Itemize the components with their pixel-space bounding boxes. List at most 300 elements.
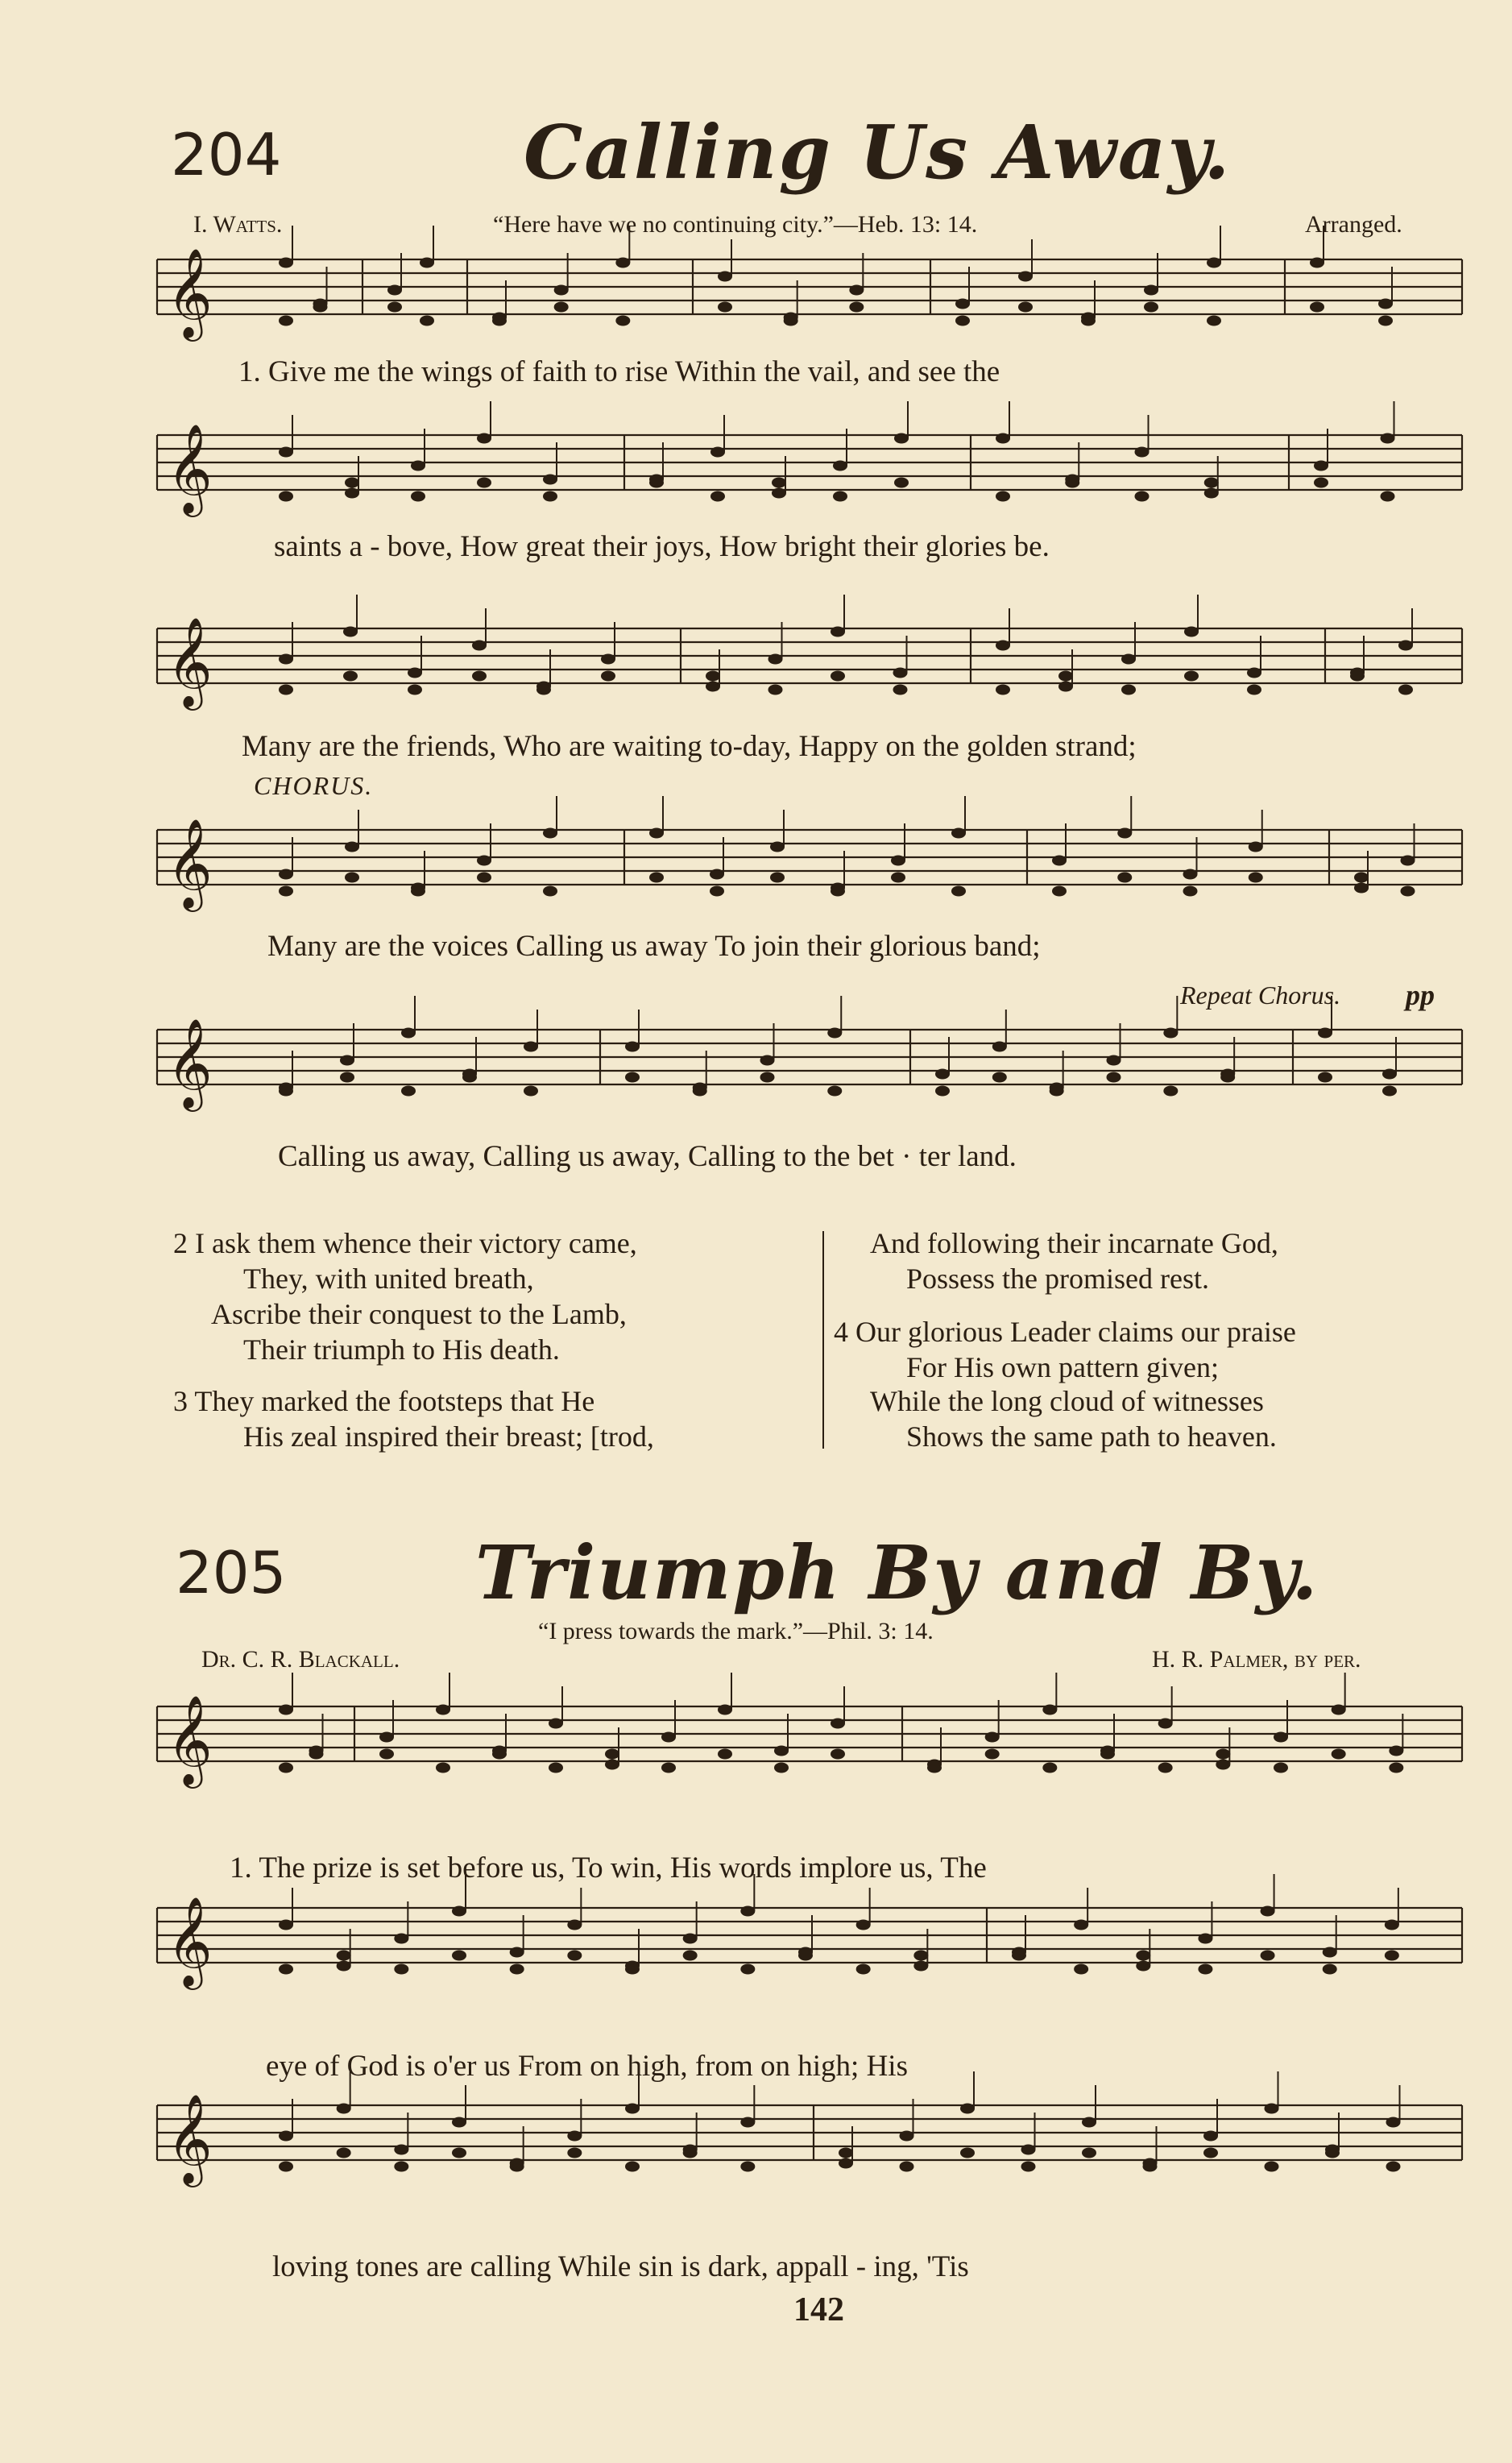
note-head <box>549 1763 563 1773</box>
note-head <box>710 491 725 502</box>
note-head <box>1198 1934 1212 1944</box>
note-head <box>740 2117 755 2128</box>
note-head <box>891 856 905 866</box>
verse-2-line-4: Their triumph to His death. <box>243 1333 560 1366</box>
note-head <box>1183 869 1198 880</box>
note-head <box>420 258 434 268</box>
note-head <box>1401 856 1415 866</box>
note-head <box>343 671 358 682</box>
note-head <box>420 316 434 326</box>
note-head <box>649 828 664 839</box>
note-head <box>772 478 786 488</box>
note-head <box>1135 491 1150 502</box>
note-head <box>1389 1763 1403 1773</box>
note-head <box>340 1072 354 1083</box>
note-head <box>345 873 359 883</box>
note-head <box>1121 685 1136 695</box>
note-head <box>927 1763 942 1773</box>
note-head <box>379 1749 394 1760</box>
note-head <box>492 1749 507 1760</box>
note-head <box>706 682 720 692</box>
note-head <box>693 1086 707 1097</box>
note-head <box>831 671 845 682</box>
note-head <box>1381 433 1395 444</box>
note-head <box>343 627 358 637</box>
note-head <box>477 433 491 444</box>
note-head <box>683 2148 698 2158</box>
verse-4-line-2: For His own pattern given; <box>906 1351 1219 1383</box>
verse-3-line-2: His zeal inspired their breast; [trod, <box>243 1420 654 1453</box>
note-head <box>768 685 783 695</box>
note-head <box>683 1934 698 1944</box>
treble-clef-icon: 𝄞 <box>167 1018 213 1108</box>
verse-4-line-3: While the long cloud of witnesses <box>870 1385 1264 1417</box>
hymn-205-composer: H. R. Palmer, by per. <box>1152 1646 1361 1673</box>
hymn-205-lyric-line-2: eye of God is o'er us From on high, from on high; His <box>266 2050 908 2083</box>
note-head <box>1274 1732 1288 1743</box>
note-head <box>1389 1746 1403 1756</box>
hymn-205-author: Dr. C. R. Blackall. <box>201 1646 400 1673</box>
note-head <box>1382 1086 1397 1097</box>
note-head <box>394 2145 408 2155</box>
note-head <box>615 316 630 326</box>
note-head <box>706 671 720 682</box>
note-head <box>710 447 725 458</box>
verse-2-line-2: They, with united breath, <box>243 1263 534 1295</box>
note-head <box>1378 299 1393 309</box>
note-head <box>411 491 425 502</box>
note-head <box>839 2158 853 2169</box>
note-head <box>774 1763 789 1773</box>
verse-column-divider <box>822 1231 824 1449</box>
note-head <box>856 1920 871 1930</box>
note-head <box>601 654 615 665</box>
note-head <box>913 1961 928 1972</box>
note-head <box>1249 842 1263 852</box>
note-head <box>1314 478 1328 488</box>
note-head <box>1158 1719 1173 1729</box>
note-head <box>770 873 785 883</box>
note-head <box>472 671 487 682</box>
note-head <box>718 272 732 282</box>
note-head <box>1323 1947 1337 1958</box>
hymn-204-lyric-line-5: Calling us away, Calling us away, Calling to the bet · ter land. <box>278 1140 1017 1173</box>
note-head <box>1082 2117 1096 2128</box>
note-head <box>279 316 293 326</box>
note-head <box>1216 1749 1230 1760</box>
note-head <box>1050 1086 1064 1097</box>
note-head <box>996 641 1010 651</box>
note-head <box>477 873 491 883</box>
note-head <box>935 1086 950 1097</box>
note-head <box>760 1055 775 1066</box>
hymn-205-lyric-line-1: 1. The prize is set before us, To win, His words implore us, The <box>230 1851 987 1885</box>
note-head <box>524 1042 538 1052</box>
hymn-205-number: 205 <box>176 1539 287 1607</box>
note-head <box>279 258 293 268</box>
note-head <box>543 475 557 485</box>
note-head <box>1018 272 1033 282</box>
note-head <box>1385 1951 1399 1961</box>
hymn-204-scripture: “Here have we no continuing city.”—Heb. 13: 14. <box>493 211 978 238</box>
note-head <box>615 258 630 268</box>
note-head <box>567 1920 582 1930</box>
note-head <box>833 461 847 471</box>
note-head <box>1158 1763 1173 1773</box>
note-head <box>831 886 845 897</box>
note-head <box>740 2162 755 2172</box>
note-head <box>1042 1705 1057 1715</box>
note-head <box>1386 2162 1401 2172</box>
note-head <box>279 2131 293 2142</box>
note-head <box>340 1055 354 1066</box>
note-head <box>1247 668 1261 678</box>
note-head <box>567 2148 582 2158</box>
note-head <box>462 1072 477 1083</box>
treble-clef-icon: 𝄞 <box>167 1896 213 1986</box>
note-head <box>543 828 557 839</box>
note-head <box>1318 1028 1332 1039</box>
note-head <box>625 2104 640 2114</box>
hymn-204-lyric-line-2: saints a - bove, How great their joys, How bright their glories be. <box>274 530 1050 563</box>
note-head <box>1042 1763 1057 1773</box>
note-head <box>1314 461 1328 471</box>
verse-3-line-1: 3 They marked the footsteps that He <box>173 1385 595 1417</box>
note-head <box>436 1705 450 1715</box>
note-head <box>718 302 732 313</box>
hymn-204-lyric-line-3: Many are the friends, Who are waiting to-day, Happy on the golden strand; <box>242 730 1137 763</box>
note-head <box>1107 1055 1121 1066</box>
note-head <box>955 316 970 326</box>
note-head <box>411 886 425 897</box>
hymn-204-number: 204 <box>171 121 282 189</box>
note-head <box>1121 654 1136 665</box>
note-head <box>477 856 491 866</box>
note-head <box>279 491 293 502</box>
note-head <box>1382 1069 1397 1080</box>
note-head <box>625 2162 640 2172</box>
note-head <box>760 1072 775 1083</box>
verse-4-line-1: 4 Our glorious Leader claims our praise <box>834 1316 1296 1348</box>
note-head <box>985 1732 1000 1743</box>
note-head <box>1143 2162 1158 2172</box>
note-head <box>1216 1760 1230 1770</box>
note-head <box>1135 447 1150 458</box>
note-head <box>1204 478 1219 488</box>
treble-clef-icon: 𝄞 <box>167 1694 213 1785</box>
note-head <box>831 1719 845 1729</box>
note-head <box>394 1964 408 1975</box>
note-head <box>661 1732 676 1743</box>
repeat-chorus-label: Repeat Chorus. <box>1180 981 1341 1010</box>
note-head <box>1398 685 1413 695</box>
note-head <box>960 2148 975 2158</box>
note-head <box>1081 316 1096 326</box>
note-head <box>955 299 970 309</box>
page-number: 142 <box>793 2291 844 2328</box>
note-head <box>279 886 293 897</box>
note-head <box>718 1705 732 1715</box>
note-head <box>408 668 422 678</box>
note-head <box>279 685 293 695</box>
note-head <box>992 1042 1007 1052</box>
note-head <box>1354 873 1369 883</box>
verse-2-line-3: Ascribe their conquest to the Lamb, <box>211 1298 627 1330</box>
note-head <box>279 447 293 458</box>
note-head <box>1203 2131 1218 2142</box>
note-head <box>436 1763 450 1773</box>
note-head <box>1378 316 1393 326</box>
note-head <box>625 1964 640 1975</box>
note-head <box>784 316 798 326</box>
note-head <box>996 685 1010 695</box>
verse-2-line-1: 2 I ask them whence their victory came, <box>173 1227 637 1259</box>
note-head <box>510 2162 524 2172</box>
note-head <box>1386 2117 1401 2128</box>
hymn-204-title: Calling Us Away. <box>524 109 1232 196</box>
note-head <box>1325 2148 1340 2158</box>
note-head <box>1401 886 1415 897</box>
note-head <box>387 285 402 296</box>
note-head <box>625 1042 640 1052</box>
note-head <box>1082 2148 1096 2158</box>
hymn-204-author: I. Watts. <box>193 211 283 238</box>
note-head <box>554 285 569 296</box>
note-head <box>1052 886 1067 897</box>
note-head <box>951 886 966 897</box>
note-head <box>1018 302 1033 313</box>
note-head <box>893 668 908 678</box>
note-head <box>605 1760 619 1770</box>
note-head <box>543 886 557 897</box>
note-head <box>279 1705 293 1715</box>
note-head <box>1265 2104 1279 2114</box>
note-head <box>772 488 786 499</box>
note-head <box>411 461 425 471</box>
note-head <box>1144 285 1158 296</box>
note-head <box>1184 627 1199 637</box>
note-head <box>567 2131 582 2142</box>
verse-3-line-3: And following their incarnate God, <box>870 1227 1278 1259</box>
note-head <box>1203 2148 1218 2158</box>
treble-clef-icon: 𝄞 <box>167 423 213 513</box>
note-head <box>452 2117 466 2128</box>
note-head <box>833 491 847 502</box>
note-head <box>279 654 293 665</box>
note-head <box>337 2148 351 2158</box>
note-head <box>1261 1951 1275 1961</box>
note-head <box>1310 258 1324 268</box>
note-head <box>452 1951 466 1961</box>
note-head <box>951 828 966 839</box>
note-head <box>960 2104 975 2114</box>
note-head <box>913 1951 928 1961</box>
note-head <box>935 1069 950 1080</box>
hymn-204-arranger: Arranged. <box>1305 211 1402 238</box>
note-head <box>401 1086 416 1097</box>
note-head <box>625 1072 640 1083</box>
note-head <box>401 1028 416 1039</box>
note-head <box>1052 856 1067 866</box>
note-head <box>649 478 664 488</box>
note-head <box>992 1072 1007 1083</box>
note-head <box>492 316 507 326</box>
note-head <box>661 1763 676 1773</box>
note-head <box>1354 883 1369 894</box>
note-head <box>408 685 422 695</box>
note-head <box>849 302 864 313</box>
verse-3-line-4: Possess the promised rest. <box>906 1263 1209 1295</box>
note-head <box>740 1906 755 1917</box>
note-head <box>601 671 615 682</box>
note-head <box>1058 671 1073 682</box>
dynamic-pp: pp <box>1406 979 1435 1011</box>
note-head <box>1265 2162 1279 2172</box>
note-head <box>900 2162 914 2172</box>
note-head <box>1381 491 1395 502</box>
note-head <box>337 1961 351 1972</box>
note-head <box>345 478 359 488</box>
treble-clef-icon: 𝄞 <box>167 616 213 707</box>
note-head <box>524 1086 538 1097</box>
note-head <box>567 1951 582 1961</box>
note-head <box>279 1920 293 1930</box>
note-head <box>649 873 664 883</box>
note-head <box>1065 478 1079 488</box>
note-head <box>452 2148 466 2158</box>
treble-clef-icon: 𝄞 <box>167 818 213 908</box>
note-head <box>379 1732 394 1743</box>
note-head <box>279 1086 293 1097</box>
note-head <box>1183 886 1198 897</box>
note-head <box>827 1086 842 1097</box>
note-head <box>1385 1920 1399 1930</box>
note-head <box>1136 1961 1150 1972</box>
verse-4-line-4: Shows the same path to heaven. <box>906 1420 1277 1453</box>
chorus-label: CHORUS. <box>254 771 374 800</box>
note-head <box>1184 671 1199 682</box>
note-head <box>510 1947 524 1958</box>
note-head <box>1163 1086 1178 1097</box>
note-head <box>605 1749 619 1760</box>
note-head <box>1144 302 1158 313</box>
note-head <box>894 478 909 488</box>
note-head <box>1310 302 1324 313</box>
note-head <box>798 1951 813 1961</box>
note-head <box>770 842 785 852</box>
note-head <box>554 302 569 313</box>
note-head <box>1163 1028 1178 1039</box>
note-head <box>827 1028 842 1039</box>
note-head <box>774 1746 789 1756</box>
note-head <box>1136 1951 1150 1961</box>
note-head <box>313 302 328 313</box>
note-head <box>309 1749 324 1760</box>
note-head <box>549 1719 563 1729</box>
note-head <box>345 842 359 852</box>
note-head <box>1021 2145 1036 2155</box>
note-head <box>891 873 905 883</box>
note-head <box>1074 1920 1088 1930</box>
note-head <box>279 869 293 880</box>
note-head <box>740 1964 755 1975</box>
note-head <box>849 285 864 296</box>
hymn-204-lyric-line-1: 1. Give me the wings of faith to rise Within the vail, and see the <box>238 355 1000 388</box>
note-head <box>279 1763 293 1773</box>
note-head <box>536 685 551 695</box>
note-head <box>394 2162 408 2172</box>
note-head <box>856 1964 871 1975</box>
note-head <box>1058 682 1073 692</box>
note-head <box>1332 1705 1346 1715</box>
note-head <box>472 641 487 651</box>
note-head <box>894 433 909 444</box>
note-head <box>1274 1763 1288 1773</box>
note-head <box>1107 1072 1121 1083</box>
hymn-204-lyric-line-4: Many are the voices Calling us away To join their glorious band; <box>267 930 1041 963</box>
note-head <box>337 1951 351 1961</box>
note-head <box>394 1934 408 1944</box>
note-head <box>710 886 724 897</box>
note-head <box>985 1749 1000 1760</box>
hymn-205-title: Triumph By and By. <box>475 1529 1319 1616</box>
note-head <box>831 627 845 637</box>
note-head <box>1204 488 1219 499</box>
note-head <box>900 2131 914 2142</box>
note-head <box>1012 1951 1026 1961</box>
treble-clef-icon: 𝄞 <box>167 247 213 338</box>
note-head <box>1332 1749 1346 1760</box>
note-head <box>345 488 359 499</box>
note-head <box>718 1749 732 1760</box>
note-head <box>1117 873 1132 883</box>
note-head <box>1220 1072 1235 1083</box>
hymn-205-scripture: “I press towards the mark.”—Phil. 3: 14. <box>538 1618 934 1644</box>
note-head <box>279 1964 293 1975</box>
note-head <box>831 1749 845 1760</box>
note-head <box>1398 641 1413 651</box>
note-head <box>1074 1964 1088 1975</box>
note-head <box>768 654 783 665</box>
note-head <box>996 491 1010 502</box>
note-head <box>1350 671 1365 682</box>
note-head <box>1318 1072 1332 1083</box>
note-head <box>710 869 724 880</box>
note-head <box>893 685 908 695</box>
note-head <box>1207 258 1221 268</box>
note-head <box>1261 1906 1275 1917</box>
note-head <box>337 2104 351 2114</box>
hymn-205-lyric-line-3: loving tones are calling While sin is dark, appall - ing, 'Tis <box>272 2250 969 2283</box>
note-head <box>1247 685 1261 695</box>
note-head <box>996 433 1010 444</box>
note-head <box>1207 316 1221 326</box>
note-head <box>477 478 491 488</box>
note-head <box>543 491 557 502</box>
note-head <box>387 302 402 313</box>
note-head <box>839 2148 853 2158</box>
treble-clef-icon: 𝄞 <box>167 2093 213 2183</box>
note-head <box>1198 1964 1212 1975</box>
note-head <box>279 2162 293 2172</box>
note-head <box>1249 873 1263 883</box>
note-head <box>1323 1964 1337 1975</box>
note-head <box>510 1964 524 1975</box>
note-head <box>1100 1749 1115 1760</box>
note-head <box>1117 828 1132 839</box>
note-head <box>1021 2162 1036 2172</box>
note-head <box>683 1951 698 1961</box>
